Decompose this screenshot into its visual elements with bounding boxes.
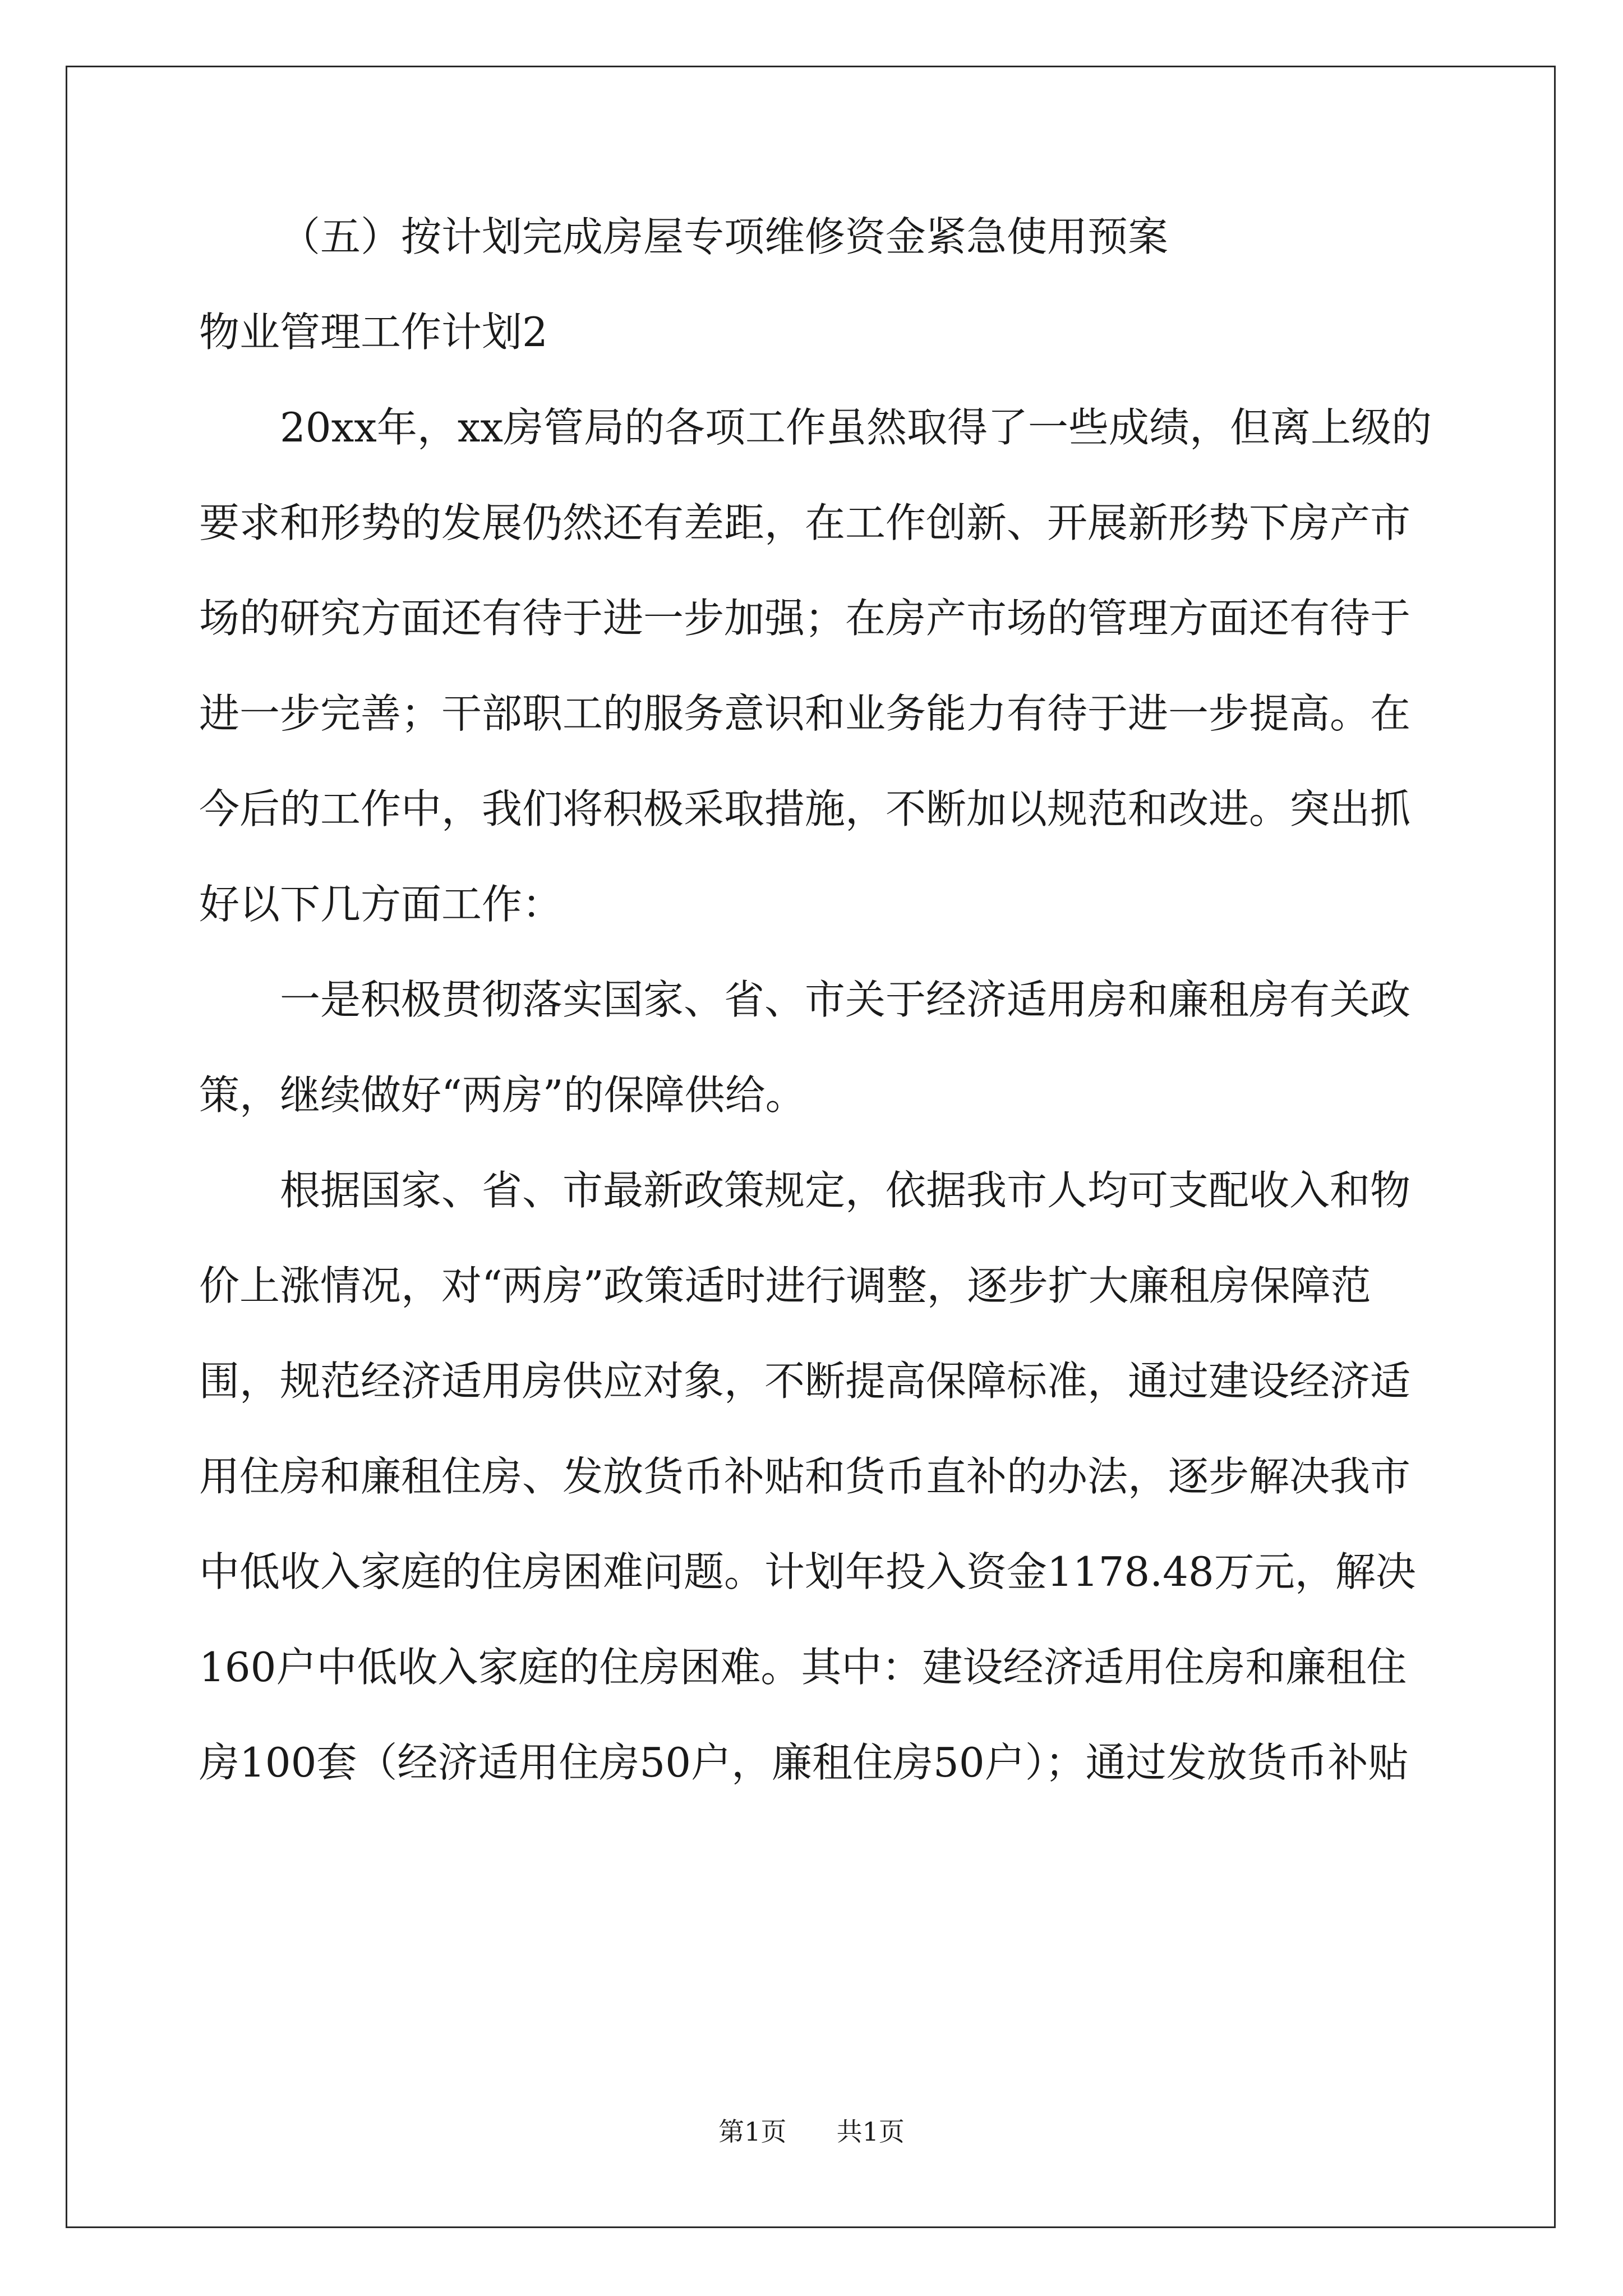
paragraph-line: 中低收入家庭的住房困难问题。计划年投入资金1178.48万元，解决 [199,1548,1416,1595]
page-number-current: 第1页 [718,2116,787,2147]
paragraph-line: 要求和形势的发展仍然还有差距，在工作创新、开展新形势下房产市 [199,499,1411,546]
paragraph-line: 围，规范经济适用房供应对象，不断提高保障标准，通过建设经济适 [199,1358,1411,1405]
paragraph-line: 场的研究方面还有待于进一步加强；在房产市场的管理方面还有待于 [199,595,1411,642]
paragraph-line: 房100套（经济适用住房50户，廉租住房50户）；通过发放货币补贴 [199,1739,1409,1786]
paragraph-line: 用住房和廉租住房、发放货币补贴和货币直补的办法，逐步解决我市 [199,1453,1411,1500]
page-footer [0,2115,1623,2148]
document-body [199,209,1432,1830]
paragraph-line: 根据国家、省、市最新政策规定，依据我市人均可支配收入和物 [280,1167,1411,1214]
paragraph-line: 160户中低收入家庭的住房困难。其中：建设经济适用住房和廉租住 [199,1644,1407,1691]
paragraph-line: 价上涨情况，对“两房”政策适时进行调整，逐步扩大廉租房保障范 [199,1262,1371,1309]
paragraph-line: 进一步完善；干部职工的服务意识和业务能力有待于进一步提高。在 [199,690,1411,737]
paragraph-line: 好以下几方面工作： [199,881,563,928]
paragraph-line: 今后的工作中，我们将积极采取措施，不断加以规范和改进。突出抓 [199,785,1411,832]
paragraph-line: 一是积极贯彻落实国家、省、市关于经济适用房和廉租房有关政 [280,976,1411,1023]
document-title: 物业管理工作计划2 [199,309,548,356]
paragraph-line: 20xx年，xx房管局的各项工作虽然取得了一些成绩，但离上级的 [280,404,1432,451]
section-heading: （五）按计划完成房屋专项维修资金紧急使用预案 [280,213,1169,260]
page-number-total: 共1页 [836,2116,905,2147]
paragraph-line: 策，继续做好“两房”的保障供给。 [199,1071,806,1119]
